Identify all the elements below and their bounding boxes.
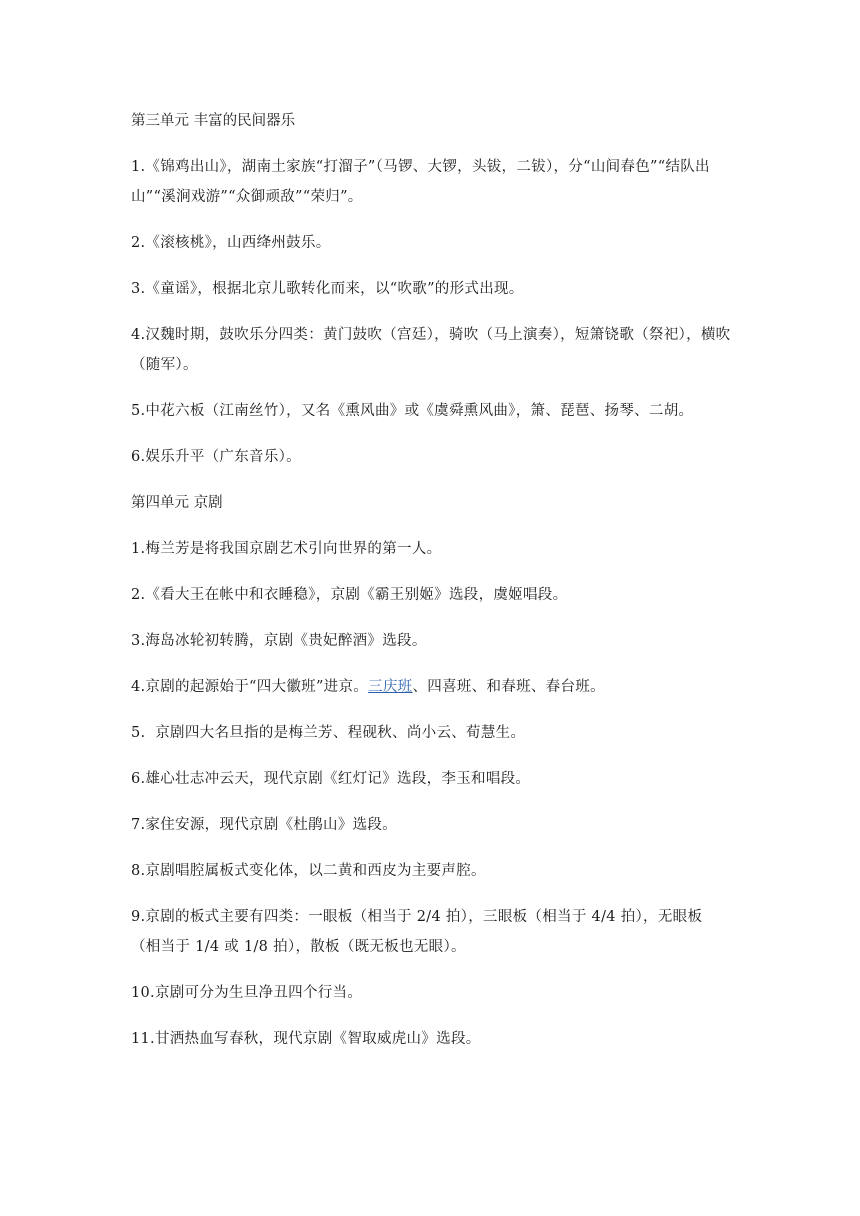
unit4-item-5: 5. 京剧四大名旦指的是梅兰芳、程砚秋、尚小云、荀慧生。: [131, 725, 526, 741]
unit4-item-1: 1.梅兰芳是将我国京剧艺术引向世界的第一人。: [131, 541, 442, 557]
unit4-item-3: 3.海岛冰轮初转腾，京剧《贵妃醉酒》选段。: [131, 633, 427, 649]
unit4-item-2: 2.《看大王在帐中和衣睡稳》，京剧《霸王别姬》选段，虞姬唱段。: [131, 587, 568, 603]
unit3-item-3: 3.《童谣》，根据北京儿歌转化而来，以“吹歌”的形式出现。: [131, 281, 524, 297]
sanqing-troupe-link[interactable]: 三庆班: [368, 679, 413, 695]
unit4-item-4-text-after: 、四喜班、和春班、春台班。: [412, 679, 605, 695]
unit4-item-11: 11.甘洒热血写春秋，现代京剧《智取威虎山》选段。: [131, 1031, 481, 1047]
unit4-item-4: [131, 672, 731, 702]
unit4-item-10: 10.京剧可分为生旦净丑四个行当。: [131, 985, 363, 1001]
unit4-item-6: 6.雄心壮志冲云天，现代京剧《红灯记》选段，李玉和唱段。: [131, 771, 531, 787]
unit3-item-4: 4.汉魏时期，鼓吹乐分四类：黄门鼓吹（宫廷），骑吹（马上演奏），短箫铙歌（祭祀），横吹（随军）。: [131, 327, 731, 373]
unit3-item-5: 5.中花六板（江南丝竹），又名《熏风曲》或《虞舜熏风曲》，箫、琵琶、扬琴、二胡。: [131, 403, 694, 419]
unit3-item-2: 2.《滚核桃》，山西绛州鼓乐。: [131, 235, 331, 251]
unit4-item-8: 8.京剧唱腔属板式变化体，以二黄和西皮为主要声腔。: [131, 863, 486, 879]
document-body: [131, 106, 731, 1070]
unit3-heading: 第三单元 丰富的民间器乐: [131, 113, 296, 129]
unit3-item-6: 6.娱乐升平（广东音乐）。: [131, 449, 301, 465]
unit4-item-7: 7.家住安源，现代京剧《杜鹃山》选段。: [131, 817, 398, 833]
unit4-heading: 第四单元 京剧: [131, 495, 223, 511]
unit4-item-9: 9.京剧的板式主要有四类：一眼板（相当于 2/4 拍），三眼板（相当于 4/4 拍），无眼板（相当于 1/4 或 1/8 拍），散板（既无板也无眼）。: [131, 909, 703, 955]
unit4-item-4-text-before: 4.京剧的起源始于“四大徽班”进京。: [131, 679, 369, 695]
unit3-item-1: 1.《锦鸡出山》，湖南土家族“打溜子”（马锣、大锣，头钹，二钹），分“山间春色”“结队出山”“溪涧戏游”“众御顽敌”“荣归”。: [131, 159, 710, 205]
